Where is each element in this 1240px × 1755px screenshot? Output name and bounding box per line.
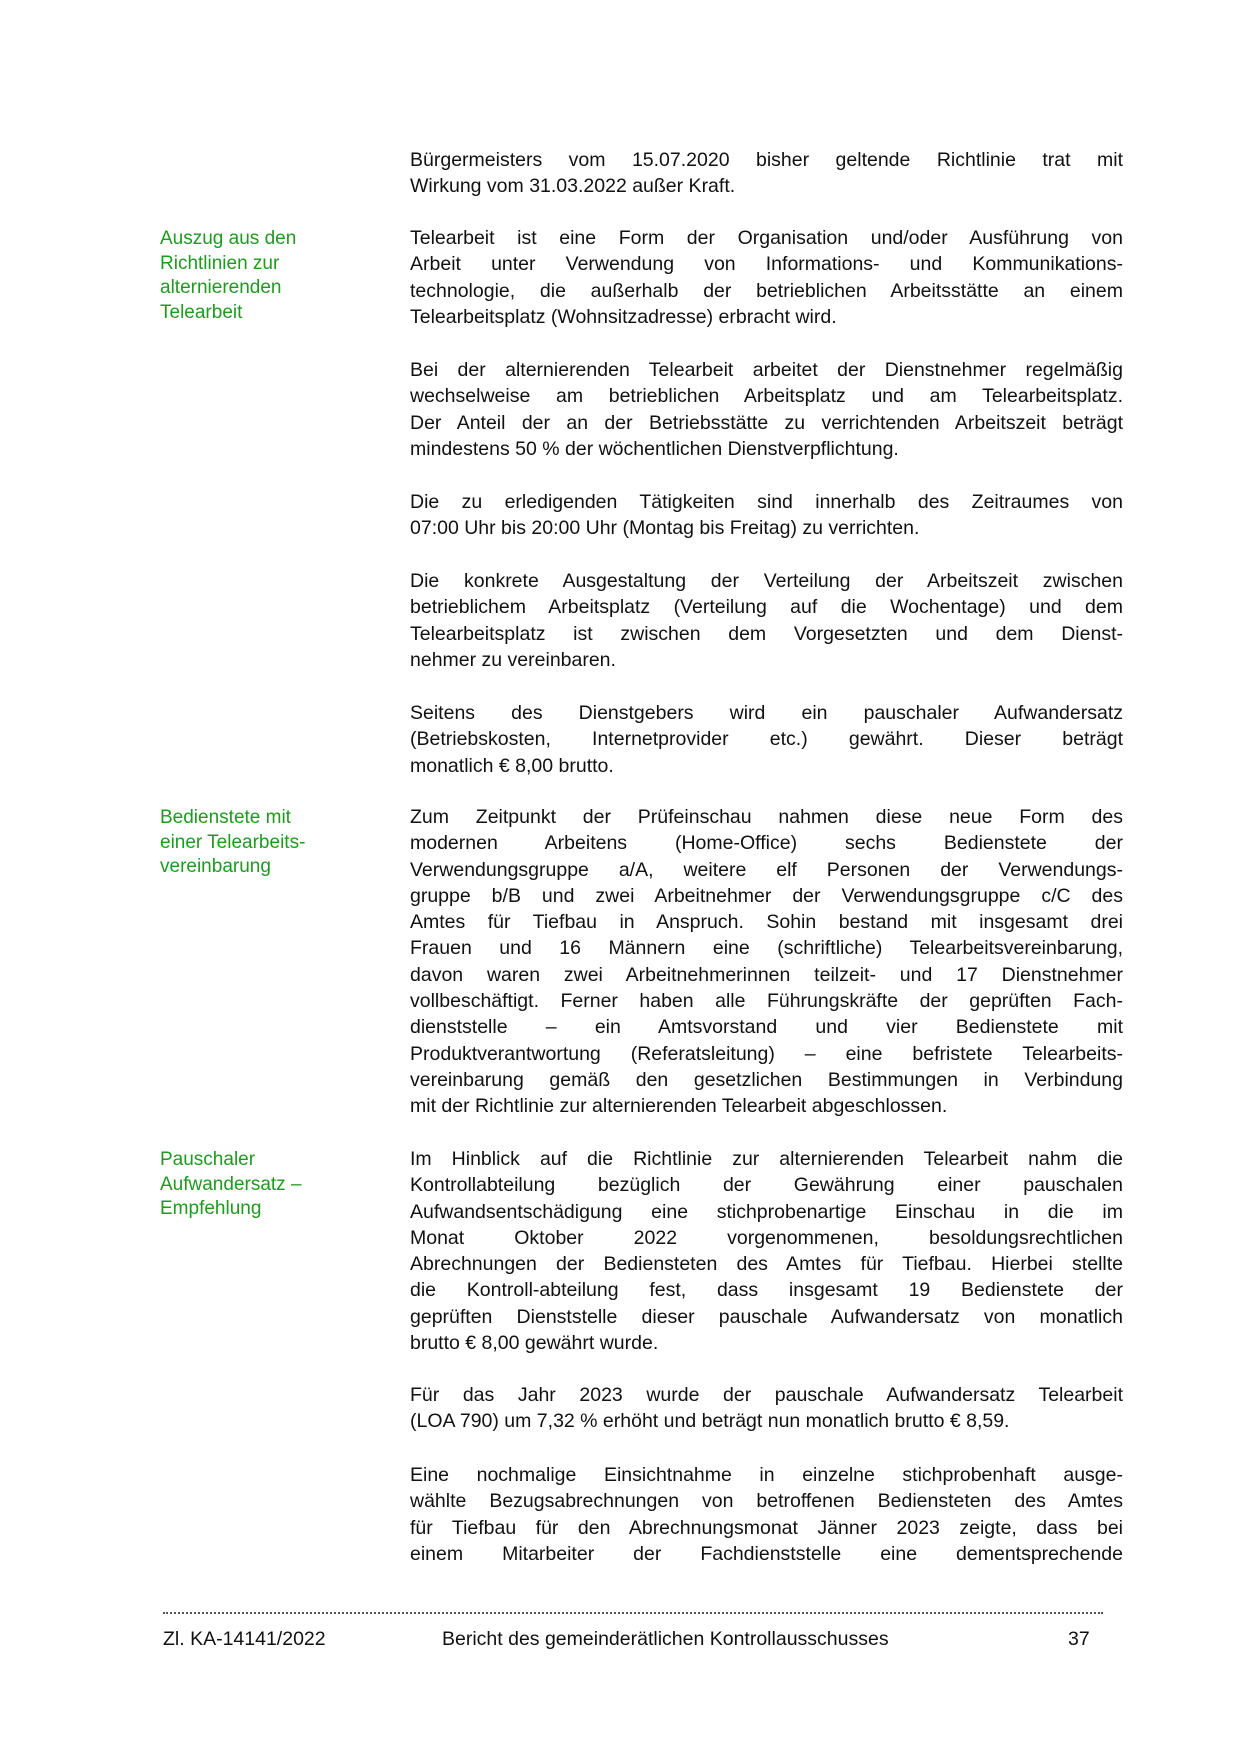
paragraph-line: dienststelle – ein Amtsvorstand und vier Bedienstete mit [410, 1016, 1123, 1039]
paragraph-line: Seitens des Dienstgebers wird ein pauschaler Aufwandersatz [410, 702, 1123, 724]
paragraph-line: nehmer zu vereinbaren. [410, 648, 616, 671]
paragraph-line: Aufwandsentschädigung eine stichprobenartige Einschau in die im [410, 1200, 1123, 1223]
paragraph-line: für Tiefbau für den Abrechnungsmonat Jänner 2023 zeigte, dass bei [410, 1516, 1123, 1539]
paragraph-line: Verwendungsgruppe a/A, weitere elf Personen der Verwendungs- [410, 858, 1123, 881]
paragraph [410, 225, 1123, 330]
footer-title: Bericht des gemeinderätlichen Kontrollausschusses [442, 1628, 889, 1650]
paragraph-line: Die zu erledigenden Tätigkeiten sind innerhalb des Zeitraumes von [410, 491, 1123, 513]
paragraph-line: Im Hinblick auf die Richtlinie zur alternierenden Telearbeit nahm die [410, 1148, 1123, 1170]
paragraph-line: Bei der alternierenden Telearbeit arbeitet der Dienstnehmer regelmäßig [410, 359, 1123, 381]
paragraph-line: wählte Bezugsabrechnungen von betroffenen Bediensteten des Amtes [410, 1490, 1123, 1513]
paragraph-line: die Kontroll-abteilung fest, dass insgesamt 19 Bedienstete der [410, 1279, 1123, 1302]
paragraph-line: mit der Richtlinie zur alternierenden Telearbeit abgeschlossen. [410, 1095, 948, 1118]
paragraph-line: vollbeschäftigt. Ferner haben alle Führungskräfte der geprüften Fach- [410, 990, 1123, 1013]
margin-note-line: alternierenden [160, 277, 282, 298]
footer-reference: Zl. KA-14141/2022 [163, 1628, 326, 1650]
paragraph-line: davon waren zwei Arbeitnehmerinnen teilzeit- und 17 Dienstnehmer [410, 963, 1123, 986]
paragraph [410, 1462, 1123, 1567]
margin-note-line: vereinbarung [160, 856, 271, 877]
paragraph-line: 07:00 Uhr bis 20:00 Uhr (Montag bis Freitag) zu verrichten. [410, 517, 920, 540]
paragraph-line: Die konkrete Ausgestaltung der Verteilung der Arbeitszeit zwischen [410, 570, 1123, 592]
footer-divider [163, 1612, 1103, 1614]
paragraph-line: Zum Zeitpunkt der Prüfeinschau nahmen diese neue Form des [410, 806, 1123, 828]
paragraph [410, 568, 1123, 673]
margin-note-line: Telearbeit [160, 301, 243, 323]
paragraph-line: Monat Oktober 2022 vorgenommenen, besoldungsrechtlichen [410, 1226, 1123, 1249]
paragraph-line: Wirkung vom 31.03.2022 außer Kraft. [410, 175, 736, 198]
paragraph-line: Arbeit unter Verwendung von Informations- und Kommunikations- [410, 253, 1123, 276]
margin-note-line: Pauschaler [160, 1149, 256, 1170]
paragraph-line: Bürgermeisters vom 15.07.2020 bisher geltende Richtlinie trat mit [410, 149, 1123, 171]
paragraph-line: mindestens 50 % der wöchentlichen Dienstverpflichtung. [410, 437, 899, 460]
paragraph-line: Frauen und 16 Männern eine (schriftliche) Telearbeitsvereinbarung, [410, 937, 1123, 960]
page-number: 37 [1068, 1628, 1090, 1650]
paragraph-line: wechselweise am betrieblichen Arbeitsplatz und am Telearbeitsplatz. [410, 385, 1123, 408]
paragraph-line: (Betriebskosten, Internetprovider etc.) gewährt. Dieser beträgt [410, 728, 1123, 751]
margin-note-line: Bedienstete mit [160, 807, 291, 828]
paragraph [410, 147, 1123, 200]
paragraph [410, 804, 1123, 1120]
margin-note-line: Empfehlung [160, 1198, 262, 1219]
paragraph-line: gruppe b/B und zwei Arbeitnehmer der Verwendungsgruppe c/C des [410, 884, 1123, 907]
paragraph-line: einem Mitarbeiter der Fachdienststelle eine dementsprechende [410, 1542, 1123, 1565]
paragraph [410, 1146, 1123, 1356]
paragraph-line: technologie, die außerhalb der betrieblichen Arbeitsstätte an einem [410, 279, 1123, 302]
paragraph-line: monatlich € 8,00 brutto. [410, 754, 614, 777]
paragraph-line: Kontrollabteilung bezüglich der Gewährung einer pauschalen [410, 1174, 1123, 1197]
paragraph-line: vereinbarung gemäß den gesetzlichen Bestimmungen in Verbindung [410, 1068, 1123, 1091]
paragraph-line: (LOA 790) um 7,32 % erhöht und beträgt nun monatlich brutto € 8,59. [410, 1410, 1010, 1433]
paragraph [410, 700, 1123, 779]
paragraph-line: brutto € 8,00 gewährt wurde. [410, 1332, 659, 1355]
margin-note [160, 806, 360, 880]
paragraph-line: Amtes für Tiefbau in Anspruch. Sohin bestand mit insgesamt drei [410, 911, 1123, 934]
margin-note-line: Aufwandersatz – [160, 1173, 302, 1195]
paragraph-line: Telearbeit ist eine Form der Organisation und/oder Ausführung von [410, 227, 1123, 249]
paragraph-line: Der Anteil der an der Betriebsstätte zu verrichtenden Arbeitszeit beträgt [410, 411, 1123, 434]
margin-note-line: einer Telearbeits- [160, 831, 306, 853]
paragraph-line: Abrechnungen der Bediensteten des Amtes für Tiefbau. Hierbei stellte [410, 1253, 1123, 1276]
paragraph-line: Eine nochmalige Einsichtnahme in einzelne stichprobenhaft ausge- [410, 1464, 1123, 1486]
paragraph [410, 357, 1123, 462]
margin-note-line: Auszug aus den [160, 228, 297, 249]
paragraph-line: Telearbeitsplatz ist zwischen dem Vorgesetzten und dem Dienst- [410, 622, 1123, 645]
margin-note [160, 1148, 360, 1222]
paragraph-line: Produktverantwortung (Referatsleitung) – eine befristete Telearbeits- [410, 1042, 1123, 1065]
paragraph-line: geprüften Dienststelle dieser pauschale Aufwandersatz von monatlich [410, 1305, 1123, 1328]
paragraph-line: modernen Arbeitens (Home-Office) sechs Bedienstete der [410, 832, 1123, 855]
paragraph [410, 1382, 1123, 1435]
paragraph-line: Für das Jahr 2023 wurde der pauschale Aufwandersatz Telearbeit [410, 1384, 1123, 1406]
margin-note [160, 227, 360, 325]
paragraph-line: betrieblichem Arbeitsplatz (Verteilung auf die Wochentage) und dem [410, 596, 1123, 619]
paragraph-line: Telearbeitsplatz (Wohnsitzadresse) erbracht wird. [410, 305, 837, 328]
margin-note-line: Richtlinien zur [160, 252, 280, 274]
paragraph [410, 489, 1123, 542]
